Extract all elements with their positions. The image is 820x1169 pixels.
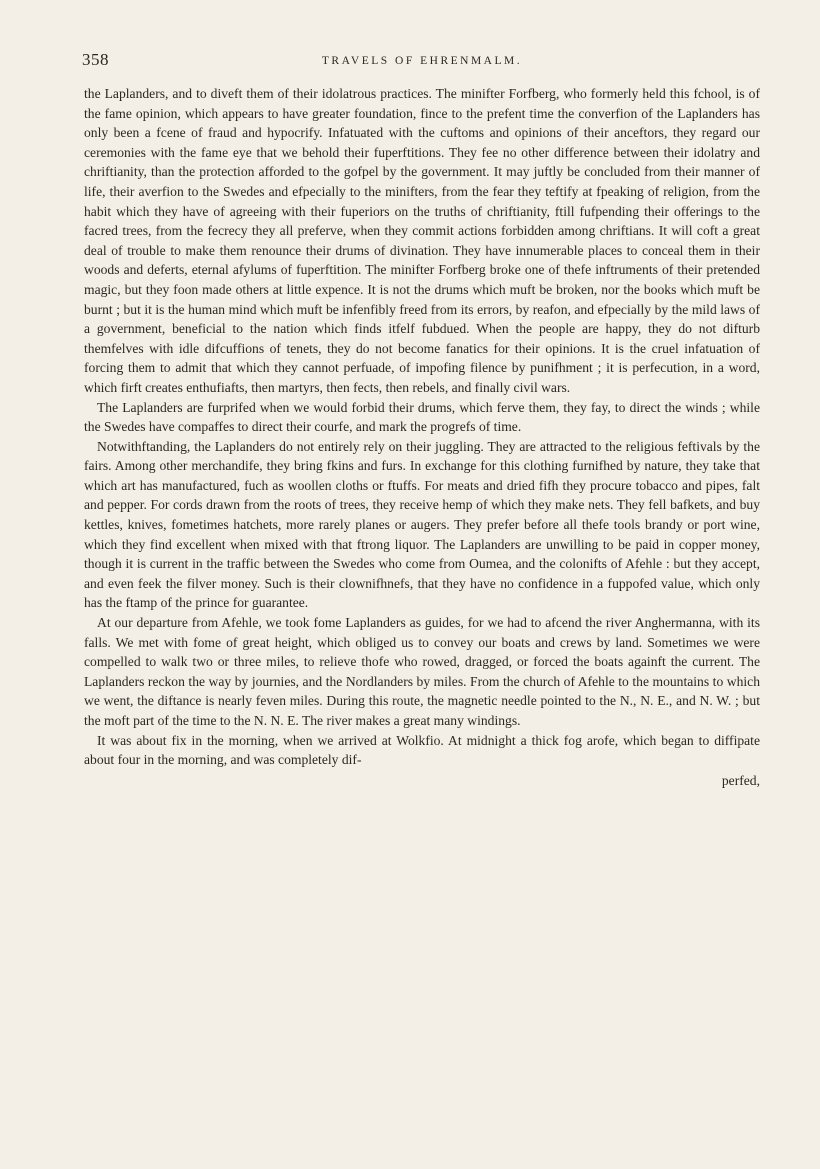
catchword: perfed, xyxy=(721,772,760,788)
page-number: 358 xyxy=(82,50,109,69)
paragraph: The Laplanders are furprifed when we would forbid their drums, which ferve them, they fay, to direct the winds ; while the Swedes have compaffes to direct their courfe, and mark the progrefs of time. xyxy=(84,399,760,435)
paragraph: the Laplanders, and to diveft them of their idolatrous practices. The minifter Forfberg, who formerly held this fchool, is of the fame opinion, which appears to have greater foundation, fince to the prefent time the converfion of the Laplanders has only been a fcene of fraud and hypocrify. Infatuated with the cuftoms and opinions of their anceftors, they regard our ceremonies with the fame eye that we behold their fuperftitions. They fee no other difference between their idolatry and chriftianity, than the protection afforded to the gofpel by the government. It may juftly be concluded from their manner of life, their averfion to the Swedes and efpecially to the minifters, from the fear they teftify at fpeaking of religion, from the habit which they have of agreeing with their fuperiors on the truths of chriftianity, ftill fufpending their offerings to the facred trees, from the fecrecy they all preferve, when they commit actions forbidden among chriftians. It will coft a great deal of trouble to make them renounce their drums of divination. They have innumerable places to conceal them in their woods and deferts, eternal afylums of fuperftition. The minifter Forfberg broke one of thefe inftruments of their pretended magic, but they foon made others at little expence. It is not the drums which muft be broken, nor the books which muft be burnt ; but it is the human mind which muft be infenfibly freed from its errors, by reafon, and efpecially by the mild laws of a government, beneficial to the nation which finds itfelf fubdued. When the people are happy, they do not difturb themfelves with idle difcuffions of tenets, they do not become fanatics for their opinions. It is the cruel infatuation of forcing them to admit that which they cannot perfuade, of impofing filence by punifhment ; it is perfecution, in a word, which firft creates enthufiafts, then martyrs, then fects, then rebels, and finally civil wars. xyxy=(84,86,760,395)
paragraph: At our departure from Afehle, we took fome Laplanders as guides, for we had to afcend the river Anghermanna, with its falls. We met with fome of great height, which obliged us to convey our boats and crews by land. Sometimes we were compelled to walk two or three miles, to relieve thofe who rowed, dragged, or forced the boats againft the current. The Laplanders reckon the way by journies, and the Nordlanders by miles. From the church of Afehle to the mountains to which we went, the diftance is nearly feven miles. During this route, the magnetic needle pointed to the N., N. E., and N. W. ; but the moft part of the time to the N. N. E. The river makes a great many windings. xyxy=(84,615,760,728)
paragraph: It was about fix in the morning, when we arrived at Wolkfio. At midnight a thick fog arofe, which began to diffipate about four in the morning, and was completely dif- xyxy=(84,732,760,768)
book-page xyxy=(84,50,760,790)
body-text xyxy=(84,84,760,770)
running-head xyxy=(84,50,760,80)
paragraph: Notwithftanding, the Laplanders do not entirely rely on their juggling. They are attracted to the religious feftivals by the fairs. Among other merchandife, they bring fkins and furs. In exchange for this clothing furnifhed by nature, they take that which art has manufactured, fuch as woollen cloths or ftuffs. For meats and dried fifh they procure tobacco and pipes, falt and pepper. For cords drawn from the roots of trees, they receive hemp of which they make nets. They fell bafkets, and buy kettles, knives, fometimes hatchets, more rarely planes or augers. They prefer before all thefe tools brandy or port wine, which they find excellent when mixed with that ftrong liquor. The Laplanders are unwilling to be paid in copper money, though it is current in the traffic between the Swedes who come from Oumea, and the colonifts of Afehle : but they accept, and even feek the filver money. Such is their clownifhnefs, that they have no confidence in a fuppofed value, which only has the ftamp of the prince for guarantee. xyxy=(84,438,760,611)
running-title: TRAVELS OF EHRENMALM. xyxy=(321,55,523,67)
